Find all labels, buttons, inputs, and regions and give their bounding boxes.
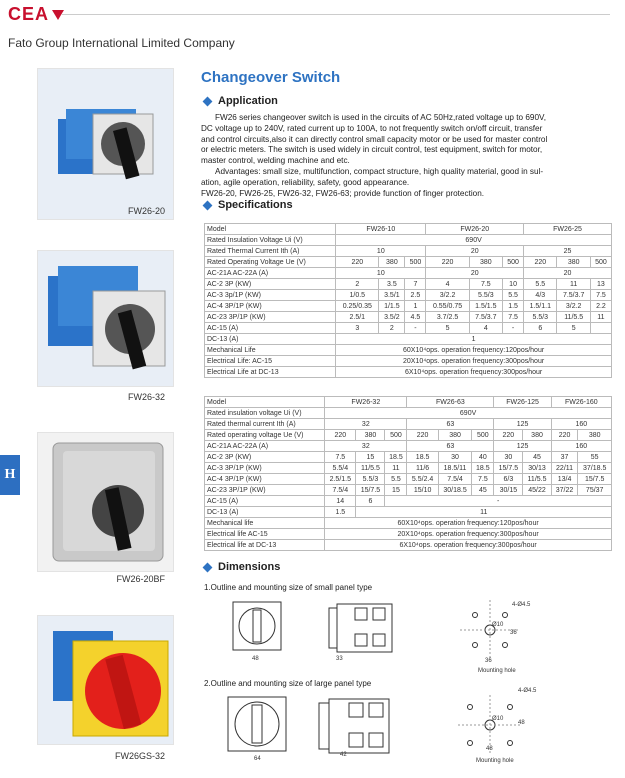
table-cell: 380 xyxy=(557,257,590,268)
page-title: Changeover Switch xyxy=(201,69,341,86)
table-cell: AC-4 3P/1P (KW) xyxy=(205,474,325,485)
table-row xyxy=(205,408,612,419)
table-cell: 11 xyxy=(590,312,611,323)
table-cell: AC-23 3P/1P (KW) xyxy=(205,312,336,323)
table-cell: 5.5 xyxy=(524,279,557,290)
company-name: Fato Group International Limited Company xyxy=(8,36,235,50)
table-cell: 7.5/4 xyxy=(325,485,356,496)
table-row xyxy=(205,334,612,345)
table-cell: 18.5/11 xyxy=(438,463,472,474)
table-cell: 4.5 xyxy=(405,312,426,323)
brand-name: CEA xyxy=(8,4,50,24)
large-front-width: 64 xyxy=(254,756,261,762)
table-cell: 220 xyxy=(407,430,438,441)
table-cell: 1/1.5 xyxy=(379,301,405,312)
header-rule xyxy=(62,14,610,15)
switch-enclosed-icon xyxy=(38,433,173,571)
table-cell: 1.5 xyxy=(325,507,356,518)
table-cell: 11 xyxy=(385,463,407,474)
table-cell: Mechanical Life xyxy=(205,345,336,356)
product-caption-1: FW26-20 xyxy=(127,206,165,216)
table-row xyxy=(205,301,612,312)
table-cell: 55 xyxy=(578,452,612,463)
table-cell: 2 xyxy=(379,323,405,334)
app-line: FW26-20, FW26-25, FW26-32, FW26-63; provide function of finger protection. xyxy=(201,188,485,198)
diamond-bullet-icon xyxy=(203,96,213,106)
table-cell: 11/6 xyxy=(407,463,438,474)
table-cell: 18.5 xyxy=(472,463,494,474)
table-cell: 2 xyxy=(336,279,379,290)
small-hole-width: 36 xyxy=(485,658,492,664)
large-hole-width: 48 xyxy=(486,746,493,752)
table-row xyxy=(205,474,612,485)
table-cell: 1.5/1.1 xyxy=(524,301,557,312)
table-cell: 30/15 xyxy=(494,485,523,496)
large-panel-title: 2.Outline and mounting size of large panel type xyxy=(204,679,372,688)
table-cell: 220 xyxy=(551,430,578,441)
table-row xyxy=(205,452,612,463)
table-cell: 3/2.2 xyxy=(426,290,469,301)
table-cell: AC-15 (A) xyxy=(205,323,336,334)
app-line: FW26 series changeover switch is used in the circuits of AC 50Hz,rated voltage up to 690V, xyxy=(215,113,547,122)
table-row xyxy=(205,496,612,507)
table-cell: 32 xyxy=(325,441,407,452)
table-cell: 380 xyxy=(379,257,405,268)
large-hole-label: 4-Ø4.5 xyxy=(518,688,537,694)
diamond-bullet-icon xyxy=(203,200,213,210)
table-cell: 5.5 xyxy=(385,474,407,485)
table-cell: 3/2.2 xyxy=(557,301,590,312)
table-cell: FW26-25 xyxy=(524,224,612,235)
table-cell: - xyxy=(405,323,426,334)
application-heading xyxy=(204,95,278,107)
table-cell: - xyxy=(385,496,612,507)
table-cell: 10 xyxy=(336,268,426,279)
table-row xyxy=(205,279,612,290)
table-cell: 13 xyxy=(590,279,611,290)
table-cell: 500 xyxy=(503,257,524,268)
app-line: DC voltage up to 240V, rated current up to 100A, to not frequently switch on/off circuit, transfer xyxy=(201,123,543,133)
table-cell: 160 xyxy=(551,419,611,430)
small-front-width: 48 xyxy=(252,656,259,662)
product-photo-3 xyxy=(37,432,174,572)
table-cell: 0.55/0.75 xyxy=(426,301,469,312)
table-cell: 11/5.5 xyxy=(356,463,385,474)
table-cell: 20 xyxy=(426,268,524,279)
table-cell: 5 xyxy=(426,323,469,334)
product-photo-4 xyxy=(37,615,174,745)
table-row xyxy=(205,345,612,356)
product-caption-3: FW26-20BF xyxy=(116,574,165,584)
table-cell: AC-3 3p/1P (KW) xyxy=(205,290,336,301)
table-cell: 7.5 xyxy=(469,279,502,290)
table-cell: 6 xyxy=(356,496,385,507)
table-cell: 380 xyxy=(438,430,472,441)
table-cell: 15/7.5 xyxy=(494,463,523,474)
table-row xyxy=(205,529,612,540)
table-cell: Rated operating voltage Ue (V) xyxy=(205,430,325,441)
table-cell: Electrical Life at DC-13 xyxy=(205,367,336,378)
table-cell: 13/4 xyxy=(551,474,578,485)
spec-table-1 xyxy=(204,223,612,378)
table-cell: 380 xyxy=(469,257,502,268)
table-cell: 1.5 xyxy=(503,301,524,312)
table-cell: 2.2 xyxy=(590,301,611,312)
table-cell: 11/5.5 xyxy=(557,312,590,323)
small-side-depth: 33 xyxy=(336,656,343,662)
table-cell: 63 xyxy=(407,419,494,430)
table-cell: 40 xyxy=(472,452,494,463)
dimensions-heading-text: Dimensions xyxy=(218,561,281,573)
table-cell: Electrical life at DC-13 xyxy=(205,540,325,551)
table-cell: 220 xyxy=(494,430,523,441)
table-cell: 22/11 xyxy=(551,463,578,474)
application-text xyxy=(201,113,613,199)
table-cell: 220 xyxy=(426,257,469,268)
table-row xyxy=(205,485,612,496)
table-cell: 2.5/1.5 xyxy=(325,474,356,485)
table-cell: 7.5 xyxy=(590,290,611,301)
table-cell: Model xyxy=(205,224,336,235)
table-cell: 15 xyxy=(356,452,385,463)
table-cell: 60X10⁴ops. operation frequency:120pos/hour xyxy=(336,345,612,356)
table-cell: 690V xyxy=(336,235,612,246)
table-row xyxy=(205,257,612,268)
app-line: ation, agile operation, reliability, safety, good appearance. xyxy=(201,177,410,187)
application-heading-text: Application xyxy=(218,95,278,107)
table-cell: AC-21A AC-22A (A) xyxy=(205,268,336,279)
table-cell xyxy=(590,323,611,334)
table-cell: 4 xyxy=(469,323,502,334)
table-cell: 690V xyxy=(325,408,612,419)
table-cell: 380 xyxy=(578,430,612,441)
table-cell: 2.5/1 xyxy=(336,312,379,323)
table-cell: DC-13 (A) xyxy=(205,334,336,345)
table-cell: 3.5/2 xyxy=(379,312,405,323)
table-cell: 1 xyxy=(336,334,612,345)
table-header-row xyxy=(205,224,612,235)
spec-table-2 xyxy=(204,396,612,551)
product-caption-4: FW26GS-32 xyxy=(114,751,165,761)
table-cell: 3.7/2.5 xyxy=(426,312,469,323)
table-cell: 15/7.5 xyxy=(356,485,385,496)
table-cell: FW26-160 xyxy=(551,397,611,408)
table-cell: 37/22 xyxy=(551,485,578,496)
table-cell: 3 xyxy=(336,323,379,334)
table-cell: 1 xyxy=(405,301,426,312)
specifications-heading xyxy=(204,199,293,211)
table-cell: 11 xyxy=(356,507,612,518)
dimensions-heading xyxy=(204,561,280,573)
table-cell: 20 xyxy=(524,268,612,279)
table-row xyxy=(205,290,612,301)
table-cell: 6X10⁴ops. operation frequency:300pos/hour xyxy=(336,367,612,378)
table-row xyxy=(205,268,612,279)
table-cell: DC-13 (A) xyxy=(205,507,325,518)
small-hole-label: 4-Ø4.5 xyxy=(512,602,531,608)
table-cell: 63 xyxy=(407,441,494,452)
table-cell: Rated Operating Voltage Ue (V) xyxy=(205,257,336,268)
switch-large-icon xyxy=(38,251,173,386)
table-cell: 37/18.5 xyxy=(578,463,612,474)
table-row xyxy=(205,540,612,551)
table-cell: 30/18.5 xyxy=(438,485,472,496)
table-cell: 7.5 xyxy=(472,474,494,485)
table-cell: 1.5/1.5 xyxy=(469,301,502,312)
table-cell: 5.5 xyxy=(503,290,524,301)
table-cell: 7.5 xyxy=(325,452,356,463)
table-cell: 5.5/3 xyxy=(469,290,502,301)
table-cell: 500 xyxy=(385,430,407,441)
table-cell: 7.5/3.7 xyxy=(469,312,502,323)
table-row xyxy=(205,430,612,441)
product-photo-2 xyxy=(37,250,174,387)
table-cell: AC-21A AC-22A (A) xyxy=(205,441,325,452)
app-line: Advantages: small size, multifunction, compact structure, high quality material, good in sul- xyxy=(215,166,544,176)
table-cell: FW26-125 xyxy=(494,397,551,408)
table-row xyxy=(205,235,612,246)
table-cell: 18.5 xyxy=(407,452,438,463)
table-cell: 60X10⁴ops. operation frequency:120pos/hour xyxy=(325,518,612,529)
section-tab[interactable]: H xyxy=(0,455,20,495)
table-cell: Rated Insulation Voltage Ui (V) xyxy=(205,235,336,246)
table-cell: 10 xyxy=(503,279,524,290)
table-cell: 7.5/3.7 xyxy=(557,290,590,301)
table-row xyxy=(205,312,612,323)
table-row xyxy=(205,518,612,529)
table-cell: 220 xyxy=(325,430,356,441)
switch-small-icon xyxy=(38,69,173,219)
table-cell: 30 xyxy=(438,452,472,463)
table-cell: AC-2 3P (KW) xyxy=(205,452,325,463)
diamond-bullet-icon xyxy=(203,562,213,572)
table-cell: 7 xyxy=(405,279,426,290)
app-line: and control circuits,also it can directly control small capacity motor or be used for master control xyxy=(201,134,548,144)
table-cell: FW26-10 xyxy=(336,224,426,235)
table-row xyxy=(205,367,612,378)
table-cell: Rated insulation voltage Ui (V) xyxy=(205,408,325,419)
small-mounting-hole-label: Mounting hole xyxy=(478,668,516,674)
table-cell: 500 xyxy=(472,430,494,441)
table-cell: 30 xyxy=(494,452,523,463)
table-cell: 6/3 xyxy=(494,474,523,485)
table-cell: 125 xyxy=(494,441,551,452)
table-cell: 32 xyxy=(325,419,407,430)
large-hole-height: 48 xyxy=(518,720,525,726)
table-cell: 7.5 xyxy=(503,312,524,323)
table-cell: Electrical life AC-15 xyxy=(205,529,325,540)
table-cell: 6 xyxy=(524,323,557,334)
table-cell: 25 xyxy=(524,246,612,257)
table-cell: 1/0.5 xyxy=(336,290,379,301)
table-cell: - xyxy=(503,323,524,334)
specifications-heading-text: Specifications xyxy=(218,199,293,211)
table-cell: 30/13 xyxy=(523,463,551,474)
table-cell: 3.5 xyxy=(379,279,405,290)
large-side-depth: 42 xyxy=(340,752,347,758)
table-cell: 220 xyxy=(336,257,379,268)
table-cell: 380 xyxy=(356,430,385,441)
table-cell: 15 xyxy=(385,485,407,496)
table-cell: FW26-32 xyxy=(325,397,407,408)
table-cell: 75/37 xyxy=(578,485,612,496)
table-cell: 45 xyxy=(523,452,551,463)
small-front-view-icon xyxy=(225,598,315,668)
table-cell: AC-3 3P/1P (KW) xyxy=(205,463,325,474)
table-cell: 11/5.5 xyxy=(523,474,551,485)
table-cell: 5.5/2.4 xyxy=(407,474,438,485)
table-cell: 4/3 xyxy=(524,290,557,301)
table-cell: 20X10⁴ops. operation frequency:300pos/hour xyxy=(336,356,612,367)
table-cell: Rated Thermal Current Ith (A) xyxy=(205,246,336,257)
table-cell: AC-2 3P (KW) xyxy=(205,279,336,290)
product-photo-1 xyxy=(37,68,174,220)
large-front-view-icon xyxy=(222,693,312,763)
table-cell: FW26-63 xyxy=(407,397,494,408)
table-cell: Rated thermal current Ith (A) xyxy=(205,419,325,430)
table-cell: 160 xyxy=(551,441,611,452)
table-row xyxy=(205,246,612,257)
table-cell: Electrical Life: AC-15 xyxy=(205,356,336,367)
table-cell: AC-4 3P/1P (KW) xyxy=(205,301,336,312)
switch-emergency-icon xyxy=(38,616,173,744)
large-mounting-hole-label: Mounting hole xyxy=(476,758,514,764)
table-cell: 20 xyxy=(426,246,524,257)
small-mounting-hole-icon xyxy=(460,600,530,660)
table-cell: 7.5/4 xyxy=(438,474,472,485)
table-cell: 45/22 xyxy=(523,485,551,496)
table-row xyxy=(205,323,612,334)
table-row xyxy=(205,419,612,430)
app-line: master control, welding machine and etc. xyxy=(201,156,350,166)
table-cell: AC-15 (A) xyxy=(205,496,325,507)
table-cell: Model xyxy=(205,397,325,408)
table-cell: 11 xyxy=(557,279,590,290)
table-cell: 2.5 xyxy=(405,290,426,301)
table-cell: 500 xyxy=(590,257,611,268)
table-cell: 18.5 xyxy=(385,452,407,463)
table-cell: 15/7.5 xyxy=(578,474,612,485)
table-cell: 500 xyxy=(405,257,426,268)
table-cell: 14 xyxy=(325,496,356,507)
large-hole-center: Ø10 xyxy=(492,716,504,722)
table-cell: 5 xyxy=(557,323,590,334)
large-side-view-icon xyxy=(315,695,400,760)
table-cell: 0.25/0.35 xyxy=(336,301,379,312)
table-cell: 4 xyxy=(426,279,469,290)
small-panel-title: 1.Outline and mounting size of small panel type xyxy=(204,583,373,592)
table-cell: 380 xyxy=(523,430,551,441)
table-cell: 45 xyxy=(472,485,494,496)
table-cell: 125 xyxy=(494,419,551,430)
table-cell: 220 xyxy=(524,257,557,268)
table-cell: AC-23 3P/1P (KW) xyxy=(205,485,325,496)
table-row xyxy=(205,441,612,452)
table-cell: 6X10⁴ops. operation frequency:300pos/hour xyxy=(325,540,612,551)
table-row xyxy=(205,463,612,474)
table-cell: 5.5/4 xyxy=(325,463,356,474)
table-cell: 15/10 xyxy=(407,485,438,496)
brand-logo xyxy=(8,4,64,25)
table-row xyxy=(205,356,612,367)
table-cell: 5.5/3 xyxy=(524,312,557,323)
table-cell: 10 xyxy=(336,246,426,257)
table-header-row xyxy=(205,397,612,408)
table-cell: 3.5/1 xyxy=(379,290,405,301)
table-row xyxy=(205,507,612,518)
table-cell: 5.5/3 xyxy=(356,474,385,485)
app-line: or electric meters. The switch is used widely in circuit control, test equipment, switch for motor, xyxy=(201,145,543,155)
table-cell: FW26-20 xyxy=(426,224,524,235)
table-cell: 20X10⁴ops. operation frequency:300pos/hour xyxy=(325,529,612,540)
table-cell: 37 xyxy=(551,452,578,463)
table-cell: Mechanical life xyxy=(205,518,325,529)
small-hole-height: 36 xyxy=(510,630,517,636)
small-hole-center: Ø10 xyxy=(492,622,504,628)
product-caption-2: FW26-32 xyxy=(127,392,165,402)
